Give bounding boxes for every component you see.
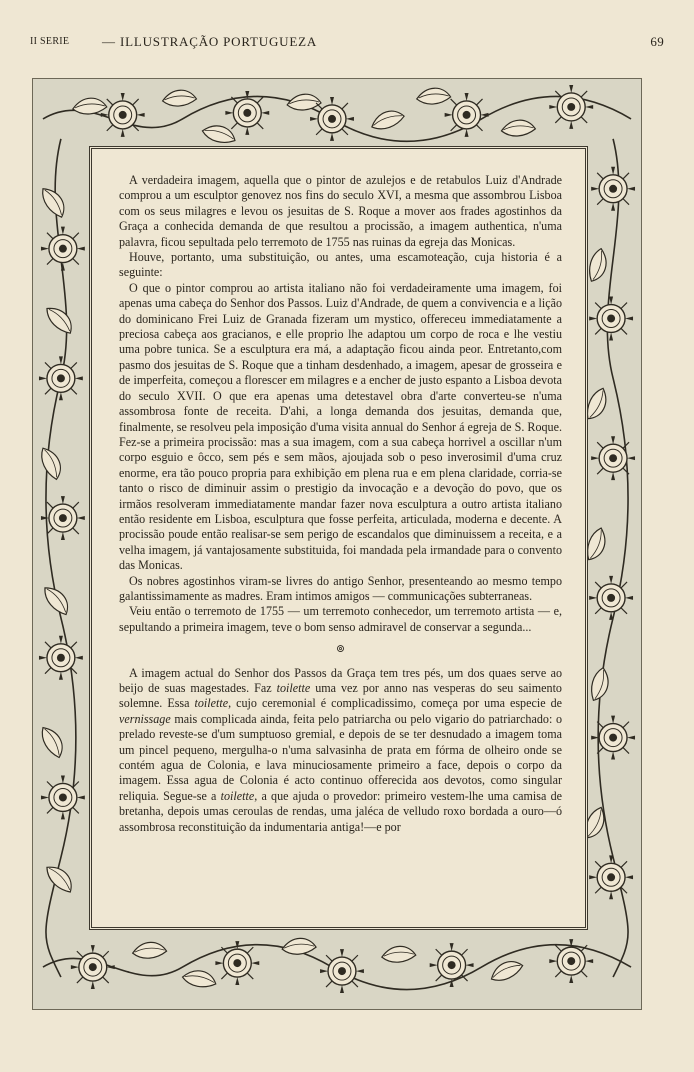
article-panel (89, 146, 588, 930)
italic-vernissage: vernissage (119, 711, 171, 726)
paragraph-1: A verdadeira imagem, aquella que o pintor de azulejos e de retabulos Luiz d'Andrade comprou a um esculptor genovez nos fins do seculo XVI, a mesma que assombrou Lisboa com os seus milagres e levou os jesuitas de S. Roque a mover aos frades agostinhos da Graça a conhecida demanda de que resultou a procissão, a imagem authentica, n'uma palavra, ficou sepultada pelo terremoto de 1755 nas ruinas da egreja das Monicas. (119, 173, 562, 249)
paragraph-5: Veiu então o terremoto de 1755 — um terremoto conhecedor, um terremoto artista — e, sepultando a primeira imagem, teve o bom senso admiravel de conservar a segunda... (119, 604, 562, 634)
page-number: 69 (650, 34, 664, 49)
paragraph-2: Houve, portanto, uma substituição, ou antes, uma escamoteação, cuja historia é a seguinte: (119, 250, 562, 280)
paragraph-3: O que o pintor comprou ao artista italiano não foi verdadeiramente uma imagem, foi apenas uma cabeça do Senhor dos Passos. Luiz d'Andrade, de quem a convivencia e a lição do dominicano Frei Luiz de Granada fizeram um mystico, offereceu immediatamente a preciosa cabeça aos gracianos, e elle proprio lhe adaptou um corpo de roca e lhe vestiu uma pobre tunica. Se a esculptura era má, a adaptação ficou ainda peor. Entretanto,com pasmo dos jesuitas de S. Roque que a tinham desdenhado, a imagem, apesar de grosseira e de imperfeita, começou a florescer em milagres e a encher de justo espanto a Lisboa devota do seculo XVII. O que era apenas uma detestavel obra d'arte converteu-se n'uma assombrosa fonte de receita. D'ahi, a longa demanda dos jesuitas, demanda que, finalmente, se resolveu pela imposição d'uma visita annual do Senhor á egreja de S. Roque. Fez-se a primeira procissão: mas a sua imagem, com a sua cabeça horrivel a oscillar n'um corpo esguio e ôcco, sem pés e sem mãos, ajoujada sob o peso inverosimil d'uma cruz enorme, era tão pouco propria para exhibição em plena rua e em plena claridade, corria-se tanto o risco de diminuir assim o prestigio da invocação e a devoção do povo, que os irmãos resolveram immediatamente mandar fazer nova esculptura a outro artista italiano então residente em Lisboa, esculptura que fosse perfeita, articulada, moderna e decente. A procissão poude então realisar-se sem perigo de escandalos que diminuissem a receita, e a velha imagem, já vantajosamente substituida, foi mandada pela irmandade para o convento das Monicas. (119, 280, 562, 573)
header-dash: — (102, 34, 116, 49)
paragraph-6-part-3: , cujo ceremonial é complicadissimo, começa por uma especie de (228, 696, 562, 711)
paragraph-6 (119, 666, 562, 835)
section-separator: ⊚ (335, 643, 346, 656)
paragraph-6-part-4: mais complicada ainda, feita pelo patriarcha ou pelo vigario do patriarchado: o prelado reveste-se d'um sumptuoso gremial, e depois de se ter desnudado a imagem toma um pincel pequeno, mergulha-o n'uma salvasinha de prata em fórma de olheiro onde se contém agua de Colonia, e lava minuciosamente primeiro a face, depois o corpo da imagem. Essa agua de Colonia é acto continuo offerecida aos devotos, como singular reliquia. Segue-se a (119, 711, 562, 803)
paragraph-6-part-2: uma vez por anno nas vesperas do seu saimento solemne. Essa (119, 681, 562, 711)
paragraph-4: Os nobres agostinhos viram-se livres do antigo Senhor, presenteando ao mesmo tempo galantissimamente as madres. Eram intimos amigos — communicações subterraneas. (119, 573, 562, 603)
paragraph-6-part-1: A imagem actual do Senhor dos Passos da Graça tem tres pés, um dos quaes serve ao beijo de suas magestades. Faz (119, 665, 562, 695)
series-label: II SERIE (30, 36, 70, 47)
italic-toilette-3: toilette (220, 788, 255, 803)
publication-title: ILLUSTRAÇÃO PORTUGUEZA (120, 34, 318, 49)
italic-toilette-1: toilette (276, 681, 311, 695)
italic-toilette-2: toilette (194, 696, 229, 711)
running-header (30, 34, 664, 54)
paragraph-6-part-5: , a que ajuda o provedor: primeiro vestem-lhe uma camisa de bretanha, depois umas ceroulas de rendas, uma jaléca de velludo roxo bordada a ouro—ó assombrosa reconstituição da indumentaria antiga!—e por (119, 788, 562, 834)
article-body (119, 173, 562, 835)
